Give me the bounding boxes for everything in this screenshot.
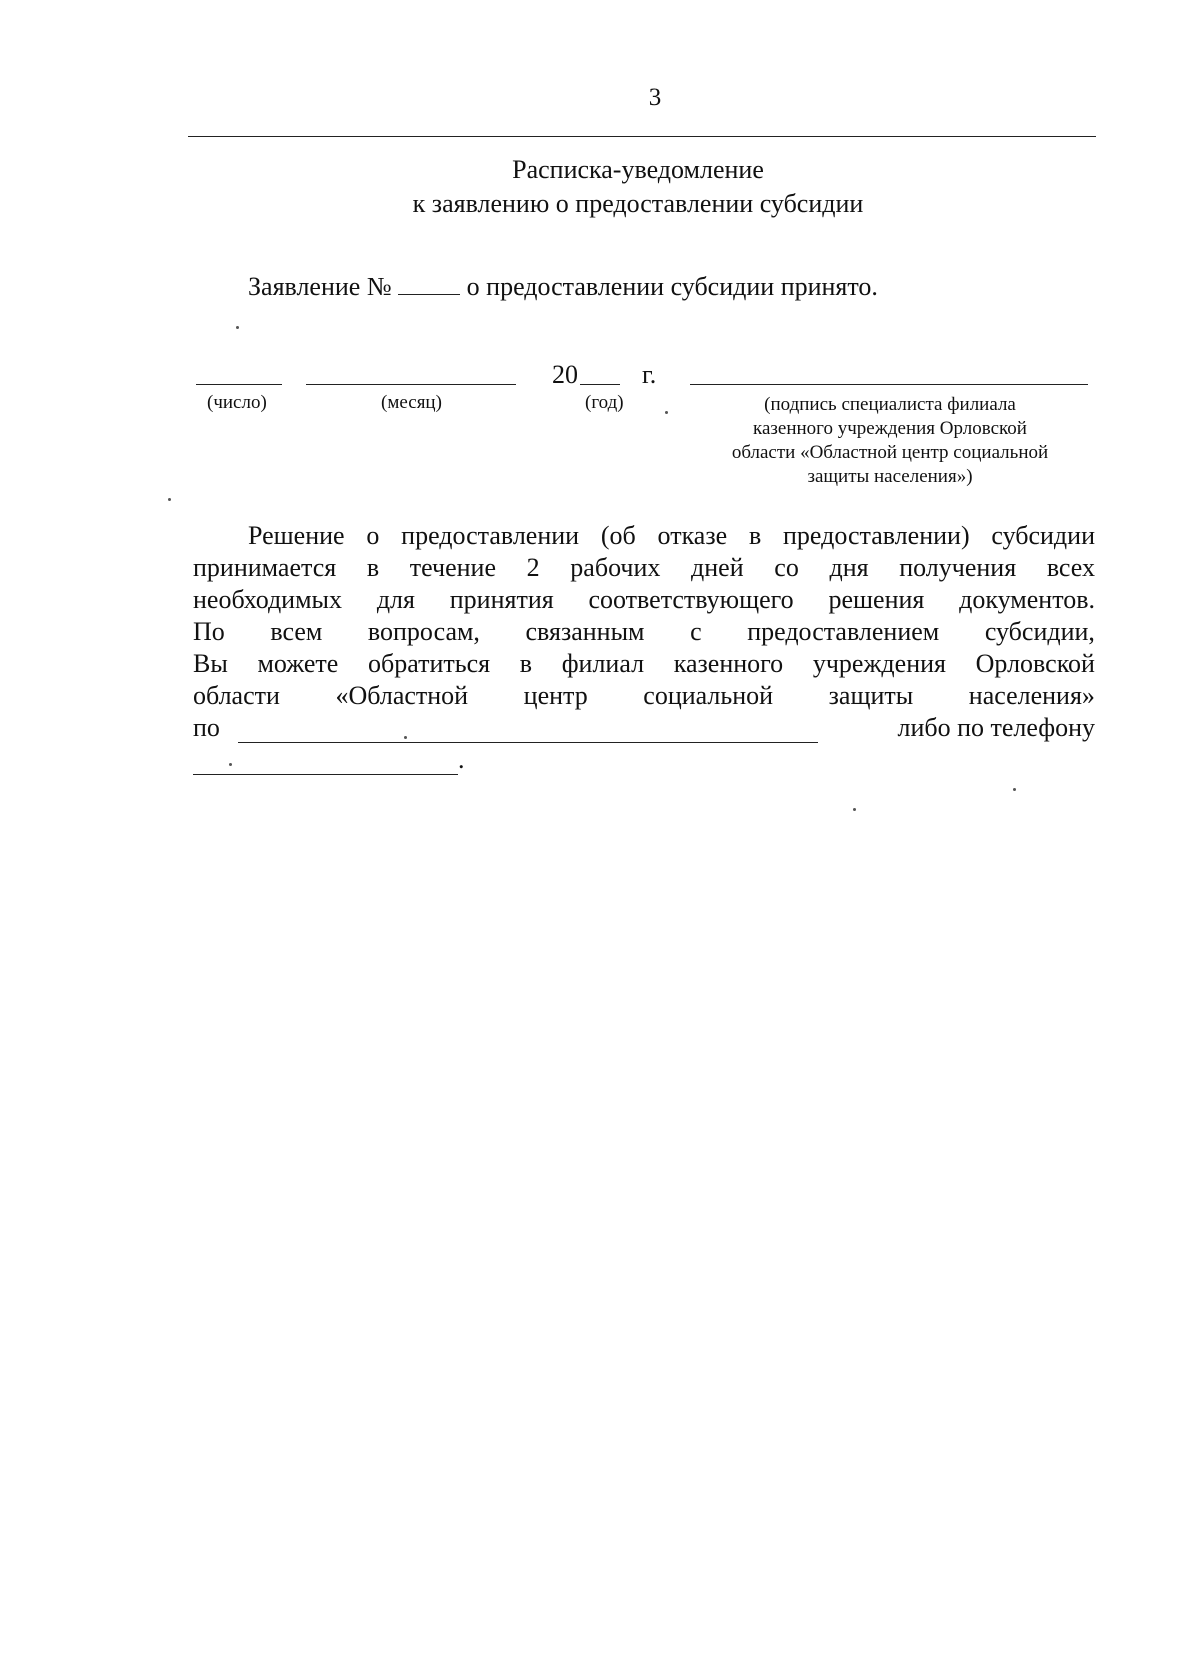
year-blank[interactable] bbox=[580, 384, 620, 385]
address-blank[interactable] bbox=[238, 742, 818, 743]
word: дней bbox=[691, 553, 744, 582]
word: обратиться bbox=[368, 649, 491, 678]
scan-speck bbox=[853, 808, 856, 811]
word: в bbox=[366, 553, 380, 582]
word: Вы bbox=[193, 649, 228, 678]
word: со bbox=[774, 553, 799, 582]
word: населения» bbox=[968, 681, 1095, 710]
document-title: Расписка-уведомление bbox=[512, 155, 764, 184]
scan-speck bbox=[1013, 788, 1016, 791]
scan-speck bbox=[168, 498, 171, 501]
paragraph-line-2 bbox=[193, 552, 1095, 584]
application-line bbox=[248, 272, 878, 302]
document-subtitle: к заявлению о предоставлении субсидии bbox=[412, 189, 864, 218]
paragraph-line-7 bbox=[193, 712, 1095, 744]
caption-year: (год) bbox=[585, 392, 624, 413]
year-prefix: 20 bbox=[552, 360, 578, 389]
caption-month: (месяц) bbox=[381, 392, 442, 413]
word: области bbox=[193, 681, 280, 710]
caption-day: (число) bbox=[207, 392, 267, 413]
word: течение bbox=[409, 553, 497, 582]
phone-blank[interactable] bbox=[193, 774, 458, 775]
day-blank[interactable] bbox=[196, 384, 282, 385]
application-suffix: о предоставлении субсидии принято. bbox=[466, 272, 878, 301]
scan-speck bbox=[665, 411, 668, 414]
signature-blank[interactable] bbox=[690, 384, 1088, 385]
scan-speck bbox=[404, 736, 407, 739]
word: защиты bbox=[828, 681, 914, 710]
word: вопросам, bbox=[367, 617, 480, 646]
phone-label: либо по телефону bbox=[897, 713, 1095, 742]
word: всех bbox=[1046, 553, 1095, 582]
signature-caption-line: казенного учреждения Орловской bbox=[753, 418, 1027, 439]
word: предоставлении) bbox=[783, 521, 970, 550]
paragraph-line-1 bbox=[248, 520, 1095, 552]
word: предоставлением bbox=[747, 617, 940, 646]
word: с bbox=[690, 617, 702, 646]
word: связанным bbox=[525, 617, 645, 646]
year-suffix: г. bbox=[642, 360, 657, 389]
page-number: 3 bbox=[648, 84, 662, 111]
word: (об bbox=[600, 521, 636, 550]
word: центр bbox=[523, 681, 588, 710]
word: По bbox=[193, 617, 225, 646]
word: Орловской bbox=[975, 649, 1095, 678]
scan-speck bbox=[229, 763, 232, 766]
paragraph-line-6 bbox=[193, 680, 1095, 712]
word: можете bbox=[257, 649, 339, 678]
paragraph-line-4 bbox=[193, 616, 1095, 648]
word: дня bbox=[829, 553, 869, 582]
paragraph-line-8 bbox=[193, 744, 1095, 776]
word: принимается bbox=[193, 553, 337, 582]
word: в bbox=[748, 521, 762, 550]
paragraph-line-3 bbox=[193, 584, 1095, 616]
word: филиал bbox=[561, 649, 645, 678]
paragraph-line-5 bbox=[193, 648, 1095, 680]
signature-caption-line: защиты населения») bbox=[807, 466, 973, 487]
word: документов. bbox=[959, 585, 1095, 614]
word: получения bbox=[899, 553, 1017, 582]
word: субсидии, bbox=[984, 617, 1095, 646]
word: «Областной bbox=[335, 681, 469, 710]
application-prefix: Заявление № bbox=[248, 272, 392, 301]
word: социальной bbox=[643, 681, 774, 710]
word: предоставлении bbox=[401, 521, 580, 550]
word: необходимых bbox=[193, 585, 343, 614]
signature-caption-line: (подпись специалиста филиала bbox=[764, 394, 1016, 415]
word: 2 bbox=[526, 553, 540, 582]
word: по bbox=[193, 713, 220, 742]
month-blank[interactable] bbox=[306, 384, 516, 385]
word: принятия bbox=[449, 585, 554, 614]
word: Решение bbox=[248, 521, 345, 550]
word: отказе bbox=[657, 521, 728, 550]
word: в bbox=[519, 649, 533, 678]
word: всем bbox=[270, 617, 323, 646]
scan-speck bbox=[236, 326, 239, 329]
word: субсидии bbox=[991, 521, 1095, 550]
word: учреждения bbox=[812, 649, 946, 678]
header-rule bbox=[188, 136, 1096, 137]
word: соответствующего bbox=[588, 585, 794, 614]
word: для bbox=[376, 585, 415, 614]
signature-caption bbox=[690, 393, 1090, 489]
signature-caption-line: области «Областной центр социальной bbox=[731, 442, 1049, 463]
application-number-blank[interactable] bbox=[398, 272, 460, 295]
word: о bbox=[366, 521, 380, 550]
word: казенного bbox=[673, 649, 784, 678]
final-period: . bbox=[458, 745, 465, 774]
word: рабочих bbox=[570, 553, 661, 582]
word: решения bbox=[828, 585, 925, 614]
